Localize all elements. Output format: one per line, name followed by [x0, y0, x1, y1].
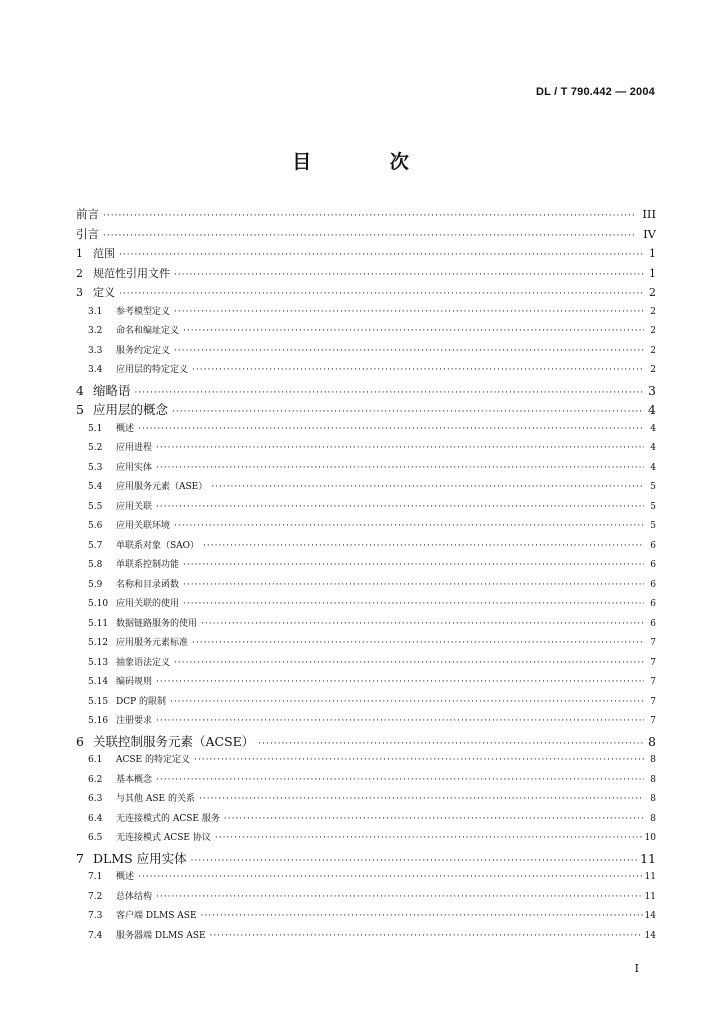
toc-entry-number: 6.1 [88, 755, 103, 765]
dot-leader [183, 322, 644, 342]
table-of-contents [76, 205, 656, 946]
toc-entry-title: 服务器端 DLMS ASE [116, 930, 206, 941]
dot-leader [174, 517, 644, 537]
toc-entry-page: 6 [650, 579, 656, 590]
toc-entry-number: 1 [76, 247, 83, 260]
dot-leader [210, 927, 643, 947]
page-number: I [634, 962, 639, 975]
dot-leader [156, 673, 644, 693]
dot-leader [174, 303, 644, 323]
toc-entry-page: 5 [650, 521, 656, 531]
toc-entry[interactable] [76, 673, 656, 693]
toc-entry-title: DCP 的限制 [116, 696, 167, 707]
toc-entry-title: 应用关联 [116, 501, 153, 512]
toc-entry[interactable] [76, 556, 656, 576]
toc-entry[interactable] [76, 400, 656, 420]
toc-entry-title: 参考模型定义 [116, 306, 171, 317]
toc-entry-title: 名称和目录函数 [116, 579, 180, 590]
toc-entry[interactable] [76, 303, 656, 323]
toc-entry-page: 2 [649, 286, 656, 299]
toc-entry-number: 5.6 [88, 521, 103, 531]
toc-entry-title: 命名和编址定义 [116, 326, 180, 336]
toc-entry-title: 与其他 ASE 的关系 [116, 794, 195, 804]
toc-entry-number: 4 [76, 382, 84, 398]
dot-leader [215, 829, 643, 849]
toc-entry-number: 6 [76, 733, 84, 749]
dot-leader [119, 244, 644, 264]
toc-entry-title: 应用关联的使用 [116, 599, 180, 609]
toc-entry[interactable] [76, 361, 656, 381]
toc-entry[interactable] [76, 654, 656, 674]
toc-entry-title: 客户端 DLMS ASE [116, 911, 197, 921]
toc-entry-title: 关联控制服务元素（ACSE） [93, 733, 255, 749]
toc-entry-number: 5.14 [88, 677, 109, 687]
toc-entry-title: 单联系对象（SAO） [116, 540, 200, 551]
toc-entry[interactable] [76, 732, 656, 752]
toc-entry[interactable] [76, 868, 656, 888]
dot-leader [192, 361, 644, 381]
toc-entry[interactable] [76, 771, 656, 791]
dot-leader [183, 576, 644, 596]
toc-entry-title: 无连接模式 ACSE 协议 [116, 833, 211, 843]
toc-entry-number: 5.15 [88, 696, 109, 707]
toc-entry-page: 4 [650, 462, 656, 473]
toc-entry-title: 概述 [116, 423, 135, 434]
toc-entry-number: 3.3 [88, 345, 103, 356]
toc-entry-page: 1 [649, 266, 656, 280]
toc-entry[interactable] [76, 517, 656, 537]
toc-entry-number: 5.7 [88, 540, 103, 551]
toc-entry-page: 14 [644, 911, 656, 921]
toc-entry-number: 3.1 [88, 306, 103, 317]
toc-entry-number: 5.3 [88, 462, 103, 473]
toc-entry[interactable] [76, 595, 656, 615]
toc-entry-title: DLMS 应用实体 [93, 850, 187, 866]
toc-entry-number: 6.4 [88, 813, 103, 824]
dot-leader [183, 556, 644, 576]
toc-entry[interactable] [76, 634, 656, 654]
toc-entry-title: ACSE 的特定定义 [116, 755, 190, 765]
toc-entry[interactable] [76, 888, 656, 908]
toc-entry[interactable] [76, 498, 656, 518]
toc-entry-number: 7.3 [88, 911, 103, 921]
dot-leader [156, 459, 644, 479]
toc-entry-number: 6.3 [88, 794, 103, 804]
toc-entry-number: 6.5 [88, 833, 103, 843]
toc-entry-number: 6.2 [88, 774, 103, 785]
toc-entry-number: 5.1 [88, 423, 103, 434]
toc-entry-title: 数据链路服务的使用 [116, 618, 198, 629]
dot-leader [211, 478, 644, 498]
toc-entry[interactable] [76, 459, 656, 479]
toc-entry-title: 规范性引用文件 [93, 266, 170, 280]
toc-entry-number: 5.11 [88, 618, 109, 629]
toc-entry-number: 3 [76, 286, 83, 299]
toc-entry-page: 2 [650, 365, 656, 375]
toc-entry-number: 7.4 [88, 930, 103, 941]
toc-entry-title: 范围 [93, 247, 115, 260]
toc-entry-page: 11 [640, 850, 656, 866]
toc-entry[interactable] [76, 576, 656, 596]
dot-leader [156, 439, 644, 459]
toc-entry-page: 7 [650, 638, 656, 648]
toc-entry-title: 服务约定定义 [116, 345, 171, 356]
dot-leader [174, 264, 644, 284]
toc-entry-title: 应用服务元素标准 [116, 638, 189, 648]
toc-entry-page: 3 [648, 382, 656, 398]
toc-entry-number: 7.1 [88, 872, 103, 882]
toc-entry-title: 应用层的特定定义 [116, 365, 189, 375]
toc-entry-page: IV [643, 226, 656, 241]
toc-entry-page: 4 [650, 443, 656, 453]
dot-leader [199, 790, 644, 810]
toc-entry[interactable] [76, 751, 656, 771]
toc-entry-page: 6 [650, 599, 656, 609]
toc-entry-title: 应用关联环境 [116, 521, 171, 531]
toc-entry-title: 定义 [93, 286, 115, 299]
toc-entry-number: 5.12 [88, 638, 109, 648]
toc-entry-number: 5 [76, 402, 84, 417]
dot-leader [258, 732, 644, 752]
toc-entry-page: 14 [644, 930, 656, 941]
toc-entry-title: 无连接模式的 ACSE 服务 [116, 813, 220, 824]
dot-leader [174, 654, 644, 674]
toc-entry-page: 2 [650, 345, 656, 356]
toc-entry-page: 4 [650, 423, 656, 434]
dot-leader [138, 868, 643, 888]
toc-entry-number: 5.10 [88, 599, 109, 609]
toc-entry-number: 5.2 [88, 443, 103, 453]
toc-entry-title: 抽象语法定义 [116, 657, 171, 668]
toc-entry-number: 5.4 [88, 482, 103, 492]
toc-entry-number: 7.2 [88, 891, 103, 902]
dot-leader [135, 381, 644, 401]
dot-leader [172, 400, 644, 420]
dot-leader [170, 693, 644, 713]
dot-leader [201, 907, 643, 927]
toc-entry-number: 5.16 [88, 716, 109, 726]
toc-entry-number: 3.4 [88, 365, 103, 375]
toc-entry[interactable] [76, 615, 656, 635]
toc-entry[interactable] [76, 927, 656, 947]
toc-entry-page: 10 [644, 833, 656, 843]
toc-entry-page: 5 [650, 501, 656, 512]
toc-entry-title: 缩略语 [93, 382, 131, 398]
dot-leader [194, 751, 644, 771]
dot-leader [192, 634, 644, 654]
toc-entry-number: 3.2 [88, 326, 103, 336]
toc-entry-page: 8 [650, 774, 656, 785]
toc-entry-page: 2 [650, 326, 656, 336]
toc-entry-page: 4 [648, 402, 656, 417]
dot-leader [156, 498, 644, 518]
toc-entry-title: 编码规则 [116, 677, 153, 687]
dot-leader [201, 615, 644, 635]
toc-entry-title: 单联系控制功能 [116, 560, 180, 570]
toc-entry-page: 1 [649, 247, 656, 260]
toc-entry-page: 6 [650, 618, 656, 629]
dot-leader [224, 810, 644, 830]
toc-entry[interactable] [76, 849, 656, 869]
dot-leader [203, 537, 644, 557]
toc-entry-page: 2 [650, 306, 656, 317]
toc-entry-page: 8 [648, 733, 656, 749]
toc-entry-page: 11 [644, 872, 656, 882]
toc-entry-title: 应用进程 [116, 443, 153, 453]
toc-entry-title: 基本概念 [116, 774, 153, 785]
toc-entry[interactable] [76, 420, 656, 440]
dot-leader [103, 225, 641, 245]
dot-leader [103, 205, 640, 225]
toc-entry-page: 6 [650, 540, 656, 551]
toc-entry[interactable] [76, 381, 656, 401]
toc-entry[interactable] [76, 712, 656, 732]
toc-entry[interactable] [76, 810, 656, 830]
toc-entry[interactable] [76, 205, 656, 225]
toc-entry-page: III [642, 207, 656, 221]
toc-entry-page: 8 [650, 755, 656, 765]
toc-entry[interactable] [76, 478, 656, 498]
toc-entry-title: 前言 [76, 207, 99, 221]
standard-code: DL / T 790.442 — 2004 [536, 86, 655, 98]
page-title: 目 次 [292, 151, 445, 173]
toc-entry-title: 引言 [76, 226, 99, 241]
toc-entry-number: 5.13 [88, 657, 109, 668]
toc-entry-number: 5.8 [88, 560, 103, 570]
toc-entry-title: 概述 [116, 872, 135, 882]
toc-entry[interactable] [76, 790, 656, 810]
toc-entry-title: 总体结构 [116, 891, 153, 902]
toc-entry[interactable] [76, 439, 656, 459]
dot-leader [183, 595, 644, 615]
toc-entry-title: 应用服务元素（ASE） [116, 482, 208, 492]
toc-entry-page: 11 [644, 891, 656, 902]
toc-entry[interactable] [76, 283, 656, 303]
dot-leader [138, 420, 644, 440]
toc-entry-number: 5.5 [88, 501, 103, 512]
toc-entry[interactable] [76, 693, 656, 713]
toc-entry[interactable] [76, 537, 656, 557]
toc-entry-page: 7 [650, 696, 656, 707]
toc-entry-page: 7 [650, 716, 656, 726]
toc-entry-page: 6 [650, 560, 656, 570]
toc-entry[interactable] [76, 907, 656, 927]
dot-leader [174, 342, 644, 362]
toc-entry[interactable] [76, 322, 656, 342]
toc-entry-number: 7 [76, 850, 84, 866]
toc-entry[interactable] [76, 829, 656, 849]
toc-entry[interactable] [76, 342, 656, 362]
toc-entry-page: 8 [650, 794, 656, 804]
toc-entry[interactable] [76, 244, 656, 264]
toc-entry-number: 5.9 [88, 579, 103, 590]
toc-entry[interactable] [76, 225, 656, 245]
dot-leader [156, 712, 644, 732]
toc-entry-page: 7 [650, 677, 656, 687]
dot-leader [191, 849, 638, 869]
toc-entry-number: 2 [76, 266, 83, 280]
toc-entry-title: 注册要求 [116, 716, 153, 726]
dot-leader [156, 771, 644, 791]
dot-leader [156, 888, 643, 908]
toc-entry-page: 7 [650, 657, 656, 668]
toc-entry-page: 5 [650, 482, 656, 492]
toc-entry-title: 应用实体 [116, 462, 153, 473]
toc-entry-page: 8 [650, 813, 656, 824]
toc-entry-title: 应用层的概念 [93, 402, 169, 417]
toc-entry[interactable] [76, 264, 656, 284]
dot-leader [119, 283, 644, 303]
